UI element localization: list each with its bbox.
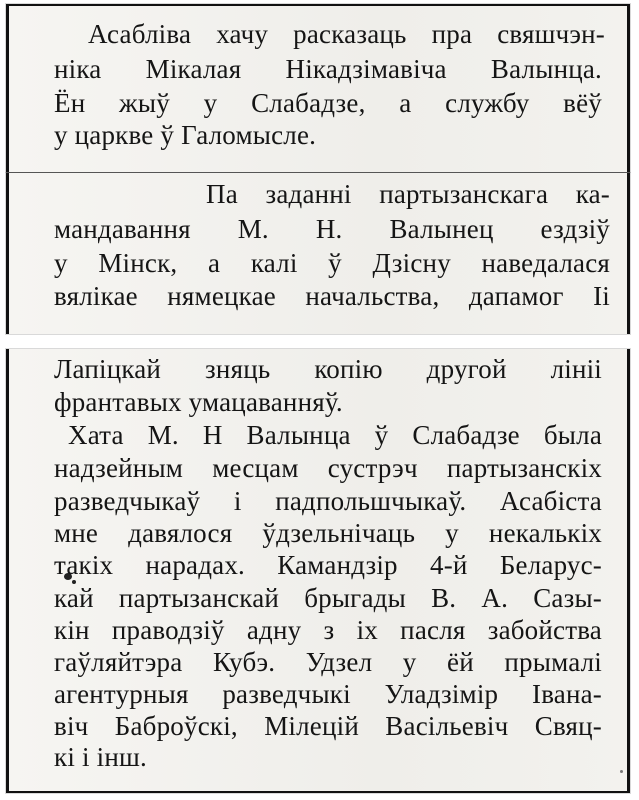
text-line-content: ніка Мікалая Нікадзімавіча Валынца. <box>54 54 602 84</box>
ink-speck <box>620 770 623 773</box>
text-line-content: кі і інш. <box>54 742 147 772</box>
text-line-content: віч Баброўскі, Мілецій Васільевіч Свяц- <box>54 711 602 741</box>
clipping-divider <box>6 172 630 173</box>
text-line-content: Хата М. Н Валынца ў Слабадзе была <box>68 420 602 450</box>
text-line-content: такіх нарадах. Камандзір 4-й Беларус- <box>54 550 602 580</box>
clipping-edge-right-lower <box>627 349 630 793</box>
text-line-content: гаўляйтэра Кубэ. Удзел у ёй прымалі <box>54 647 602 677</box>
text-line-content: Па заданні партызанскага ка- <box>206 179 610 209</box>
text-line-content: мандавання М. Н. Валынец ездзіў <box>54 214 610 244</box>
text-line-content: кай партызанскай брыгады В. А. Сазы- <box>54 583 602 613</box>
text-line-content: надзейным месцам сустрэч партызанскіх <box>54 453 602 483</box>
text-line-content: у Мінск, а калі ў Дзісну наведалася <box>54 248 610 278</box>
text-line-content: кін праводзіў адну з іх пасля забойства <box>54 615 602 645</box>
text-line-content: мне давялося ўдзельнічаць у некалькіх <box>54 518 602 548</box>
text-line-content: Лапіцкай зняць копію другой лініі <box>54 354 602 384</box>
text-line-content: агентурныя разведчыкі Уладзімір Івана- <box>54 679 602 709</box>
text-line-content: вялікае нямецкае начальства, дапамог Іі <box>54 281 610 311</box>
text-line-content: у царкве ў Галомысле. <box>54 120 317 150</box>
text-line-content: разведчыкаў і падпольшчыкаў. Асабіста <box>54 486 602 516</box>
clipping-edge-top <box>6 4 630 6</box>
clipping-edge-left-lower <box>6 349 9 793</box>
text-line-content: Асабліва хачу расказаць пра свяшчэн- <box>88 19 605 49</box>
text-line-content: франтавых умацаванняў. <box>54 387 343 417</box>
text-line-content: Ён жыў у Слабадзе, а службу вёў <box>54 88 602 118</box>
clipping-edge-right <box>627 4 630 334</box>
clipping-edge-bottom <box>6 791 630 793</box>
clipping-edge-left <box>6 4 9 334</box>
